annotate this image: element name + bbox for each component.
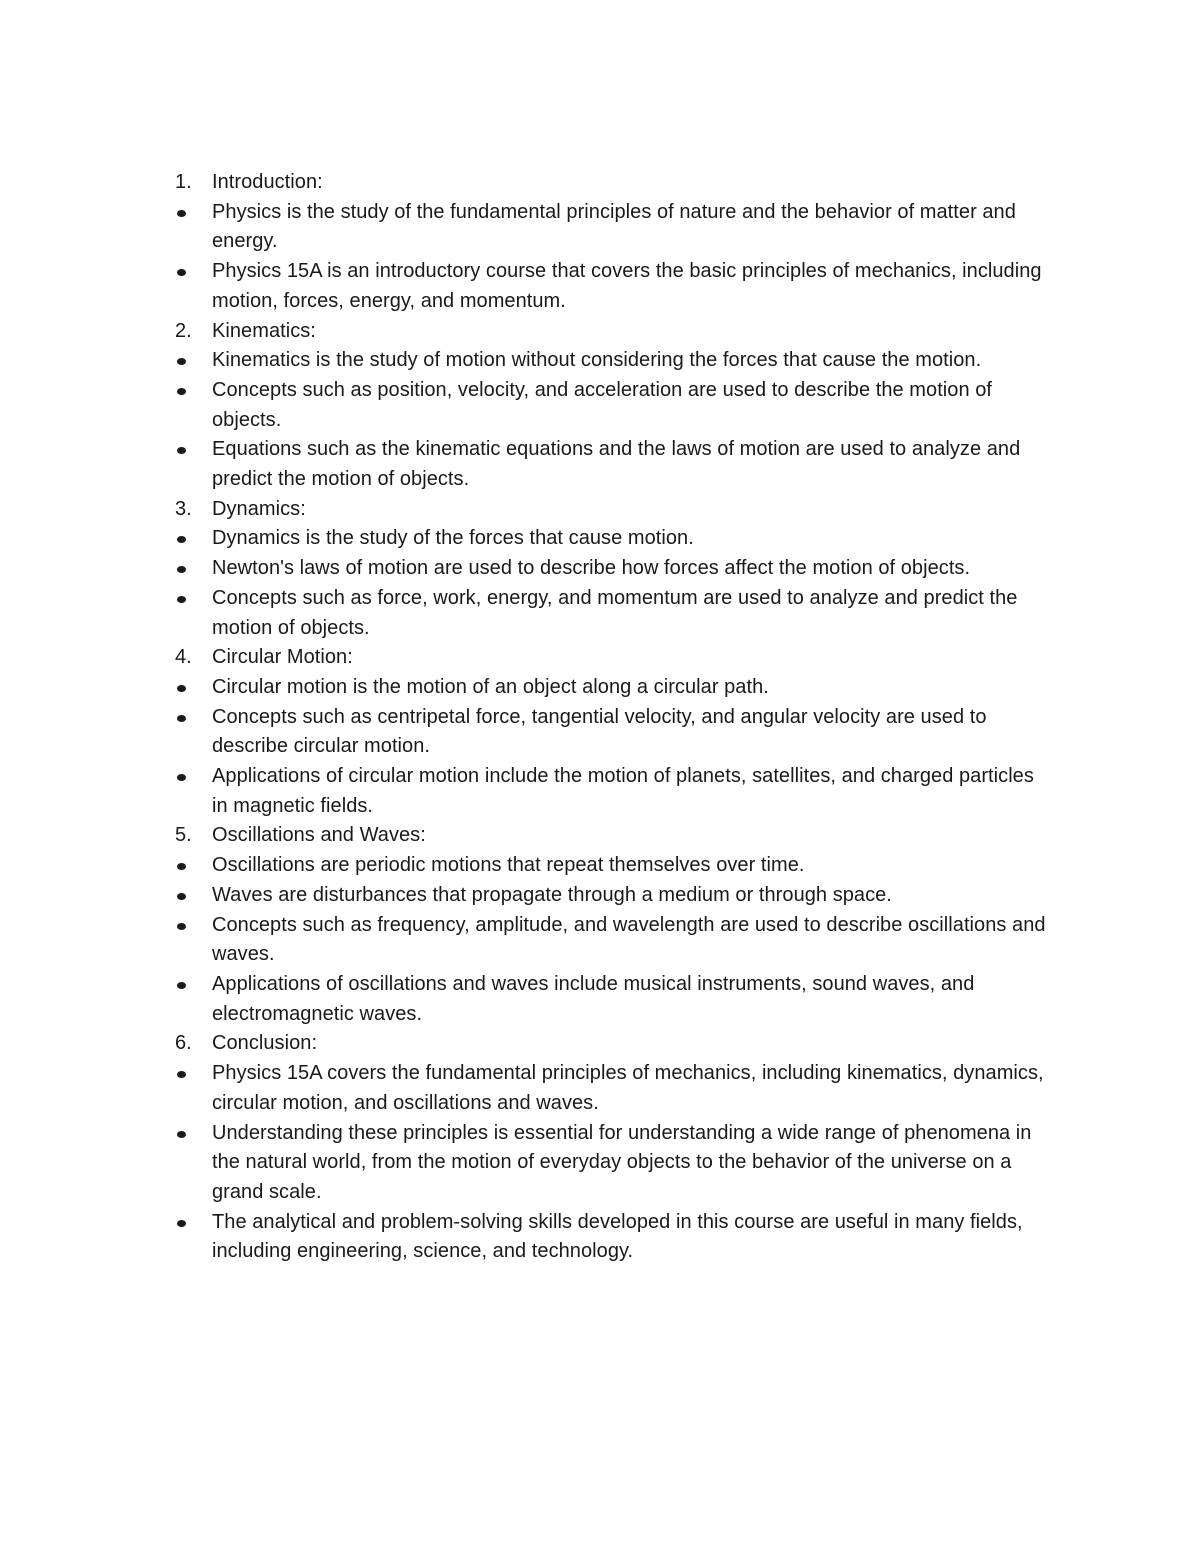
bullet-text: Physics 15A is an introductory course that covers the basic principles of mechanics, including motion, forces, energy, and momentum. <box>212 260 1042 312</box>
bullet-text: Dynamics is the study of the forces that cause motion. <box>212 527 694 550</box>
bullet-item <box>173 881 1053 911</box>
bullet-text: Concepts such as force, work, energy, and momentum are used to analyze and predict the motion of objects. <box>212 586 1018 639</box>
bullet-item <box>173 346 1053 376</box>
section-heading-text: Introduction: <box>212 171 323 193</box>
physics-outline-list <box>173 168 1053 1267</box>
bullet-item <box>173 1208 1053 1267</box>
bullet-dot-icon <box>177 210 186 217</box>
section-heading-text: Conclusion: <box>212 1032 318 1055</box>
bullet-item <box>173 524 1053 554</box>
bullet-text: Kinematics is the study of motion without considering the forces that cause the motion. <box>212 349 982 372</box>
bullet-dot-icon <box>177 715 186 722</box>
bullet-dot-icon <box>177 1220 186 1227</box>
bullet-dot-icon <box>177 596 186 603</box>
bullet-dot-icon <box>177 982 186 989</box>
section-heading <box>173 495 1053 525</box>
section-heading-text: Dynamics: <box>212 497 306 520</box>
bullet-item <box>173 376 1053 435</box>
bullet-text: Understanding these principles is essential for understanding a wide range of phenomena in the natural world, from the motion of everyday objects to the behavior of the universe on a grand scale. <box>212 1121 1032 1203</box>
bullet-dot-icon <box>177 536 186 543</box>
section-heading-text: Circular Motion: <box>212 646 353 669</box>
bullet-dot-icon <box>177 774 186 781</box>
bullet-dot-icon <box>177 447 186 454</box>
bullet-dot-icon <box>177 863 186 870</box>
bullet-text: Equations such as the kinematic equations and the laws of motion are used to analyze and predict the motion of objects. <box>212 438 1021 491</box>
bullet-item <box>173 554 1053 584</box>
bullet-text: Newton's laws of motion are used to describe how forces affect the motion of objects. <box>212 557 971 580</box>
bullet-dot-icon <box>177 269 186 276</box>
bullet-text: Concepts such as frequency, amplitude, and wavelength are used to describe oscillations and waves. <box>212 913 1046 966</box>
bullet-item <box>173 970 1053 1029</box>
section-heading <box>173 643 1053 673</box>
bullet-dot-icon <box>177 923 186 930</box>
bullet-text: Circular motion is the motion of an object along a circular path. <box>212 675 769 698</box>
section-number: 2. <box>175 319 192 342</box>
bullet-item <box>173 584 1053 643</box>
section-number: 3. <box>175 497 192 520</box>
bullet-item <box>173 703 1053 762</box>
section-heading <box>173 317 1053 347</box>
bullet-item <box>173 198 1053 257</box>
section-number: 4. <box>175 646 192 669</box>
bullet-item <box>173 257 1053 316</box>
bullet-text: Concepts such as centripetal force, tangential velocity, and angular velocity are used to describe circular motion. <box>212 705 987 758</box>
section-number: 5. <box>175 824 192 847</box>
bullet-text: Physics 15A covers the fundamental principles of mechanics, including kinematics, dynamics, circular motion, and oscillations and waves. <box>212 1062 1044 1114</box>
bullet-dot-icon <box>177 893 186 900</box>
bullet-text: Applications of circular motion include the motion of planets, satellites, and charged particles in magnetic fields. <box>212 765 1034 817</box>
section-heading-text: Oscillations and Waves: <box>212 824 426 847</box>
bullet-item <box>173 762 1053 821</box>
bullet-item <box>173 1119 1053 1208</box>
bullet-item <box>173 851 1053 881</box>
bullet-dot-icon <box>177 1131 186 1138</box>
bullet-text: Oscillations are periodic motions that repeat themselves over time. <box>212 854 805 877</box>
section-heading <box>173 1029 1053 1059</box>
bullet-item <box>173 1059 1053 1118</box>
bullet-dot-icon <box>177 388 186 395</box>
section-number: 6. <box>175 1032 192 1055</box>
bullet-text: Concepts such as position, velocity, and acceleration are used to describe the motion of objects. <box>212 378 993 431</box>
bullet-text: The analytical and problem-solving skills developed in this course are useful in many fields, including engineering, science, and technology. <box>212 1210 1023 1263</box>
bullet-dot-icon <box>177 358 186 365</box>
bullet-item <box>173 673 1053 703</box>
bullet-item <box>173 911 1053 970</box>
bullet-dot-icon <box>177 566 186 573</box>
bullet-dot-icon <box>177 1071 186 1078</box>
section-heading <box>173 821 1053 851</box>
bullet-text: Physics is the study of the fundamental principles of nature and the behavior of matter and energy. <box>212 200 1016 253</box>
section-heading <box>173 168 1053 198</box>
section-number: 1. <box>175 171 192 193</box>
bullet-text: Waves are disturbances that propagate through a medium or through space. <box>212 883 892 906</box>
section-heading-text: Kinematics: <box>212 319 316 342</box>
bullet-text: Applications of oscillations and waves include musical instruments, sound waves, and electromagnetic waves. <box>212 972 975 1025</box>
bullet-item <box>173 435 1053 494</box>
bullet-dot-icon <box>177 685 186 692</box>
